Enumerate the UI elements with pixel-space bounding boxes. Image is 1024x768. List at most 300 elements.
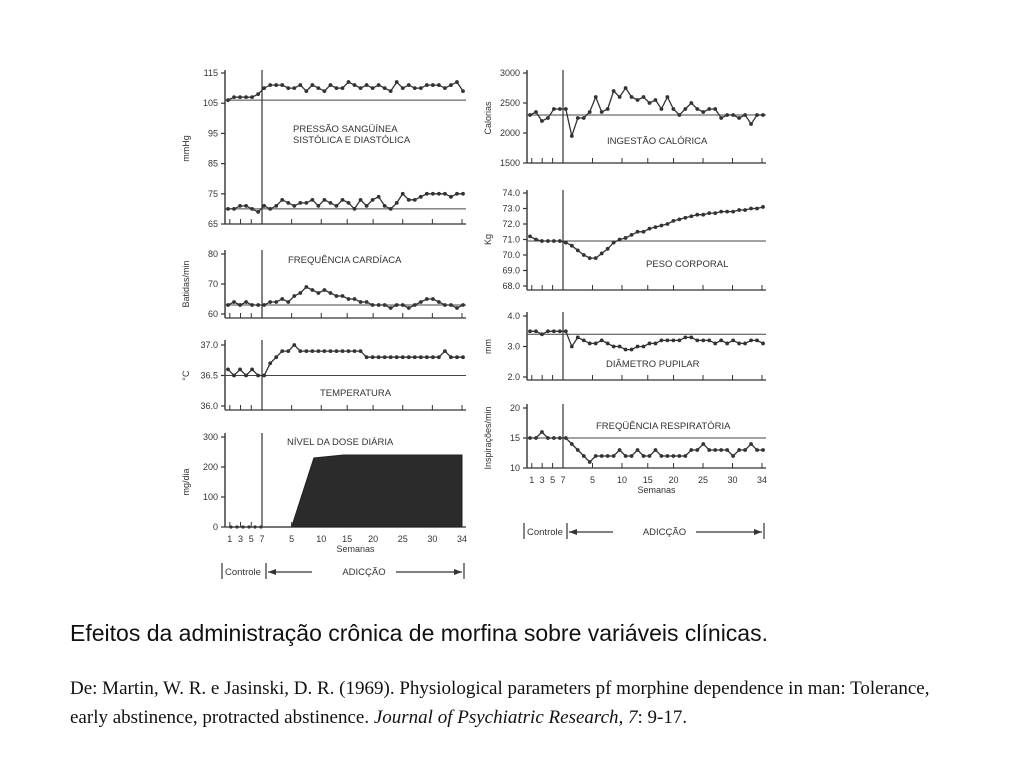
blood-pressure-data-point: [461, 192, 465, 196]
caloric-intake-data-point: [576, 116, 580, 120]
body-weight-data-point: [695, 213, 699, 217]
reference-journal: Journal of Psychiatric Research, 7: [373, 707, 638, 728]
temperature-data-point: [238, 368, 242, 372]
pupil-diameter-data-point: [731, 339, 735, 343]
temperature-data-point: [437, 355, 441, 359]
temperature-data-point: [341, 349, 345, 353]
daily-dose-y-label: mg/dia: [181, 468, 191, 496]
heart-rate-data-point: [226, 303, 230, 307]
pupil-diameter-data-point: [576, 335, 580, 339]
respiratory-rate-x-label: Semanas: [637, 485, 676, 495]
pupil-diameter-data-point: [701, 339, 705, 343]
pupil-diameter-data-point: [612, 345, 616, 349]
blood-pressure-data-point: [298, 201, 302, 205]
blood-pressure-data-point: [280, 198, 284, 202]
temperature-data-point: [413, 355, 417, 359]
temperature-data-point: [226, 368, 230, 372]
respiratory-rate-data-point: [528, 436, 532, 440]
blood-pressure-data-point: [341, 86, 345, 90]
temperature-data-point: [455, 355, 459, 359]
respiratory-rate-data-point: [600, 454, 604, 458]
respiratory-rate-x-tick-label: 10: [616, 475, 627, 485]
temperature-data-point: [316, 349, 320, 353]
blood-pressure-data-point: [304, 89, 308, 93]
blood-pressure-data-point: [232, 207, 236, 211]
blood-pressure-data-point: [353, 83, 357, 87]
body-weight-data-point: [570, 244, 574, 248]
pupil-diameter-data-point: [540, 332, 544, 336]
heart-rate-data-point: [365, 300, 369, 304]
respiratory-rate-data-point: [731, 454, 735, 458]
heart-rate-data-point: [316, 291, 320, 295]
body-weight-data-point: [677, 217, 681, 221]
blood-pressure-data-point: [455, 80, 459, 84]
respiratory-rate-x-tick-label: 30: [727, 475, 738, 485]
temperature-data-point: [244, 374, 248, 378]
pupil-diameter-data-point: [564, 329, 568, 333]
respiratory-rate-title: FREQÜÊNCIA RESPIRATÓRIA: [596, 421, 731, 432]
respiratory-rate-data-point: [588, 460, 592, 464]
blood-pressure-data-point: [371, 198, 375, 202]
respiratory-rate-data-point: [612, 454, 616, 458]
body-weight-data-point: [576, 248, 580, 252]
heart-rate-data-point: [419, 300, 423, 304]
dose-area: [230, 455, 462, 527]
respiratory-rate-data-point: [624, 454, 628, 458]
temperature-y-tick-label: 37.0: [200, 340, 218, 350]
caloric-intake-data-point: [624, 86, 628, 90]
respiratory-rate-data-point: [689, 448, 693, 452]
body-weight-data-point: [552, 239, 556, 243]
pupil-diameter-data-point: [570, 345, 574, 349]
respiratory-rate-data-point: [636, 448, 640, 452]
body-weight-title: PESO CORPORAL: [646, 259, 729, 270]
temperature-data-point: [461, 355, 465, 359]
blood-pressure-data-point: [250, 207, 254, 211]
caloric-intake-data-point: [725, 113, 729, 117]
blood-pressure-data-point: [359, 86, 363, 90]
pupil-diameter-data-point: [618, 345, 622, 349]
pupil-diameter-data-point: [546, 329, 550, 333]
daily-dose-x-tick-label: 25: [397, 534, 408, 544]
pupil-diameter-panel: [483, 311, 766, 382]
caloric-intake-data-point: [636, 98, 640, 102]
body-weight-data-point: [582, 253, 586, 257]
heart-rate-data-point: [347, 297, 351, 301]
body-weight-data-point: [755, 207, 759, 211]
heart-rate-data-point: [401, 303, 405, 307]
blood-pressure-data-point: [419, 86, 423, 90]
blood-pressure-data-point: [383, 204, 387, 208]
respiratory-rate-data-point: [761, 448, 765, 452]
pupil-diameter-data-point: [534, 329, 538, 333]
respiratory-rate-data-point: [552, 436, 556, 440]
caloric-intake-data-point: [683, 107, 687, 111]
temperature-y-tick-label: 36.0: [200, 401, 218, 411]
blood-pressure-data-point: [365, 83, 369, 87]
respiratory-rate-data-point: [695, 448, 699, 452]
blood-pressure-data-point: [395, 201, 399, 205]
blood-pressure-y-tick-label: 95: [207, 128, 218, 139]
temperature-data-point: [329, 349, 333, 353]
respiratory-rate-x-tick-label: 1: [529, 475, 535, 485]
caloric-intake-data-point: [654, 98, 658, 102]
pupil-diameter-data-point: [528, 329, 532, 333]
blood-pressure-data-point: [316, 86, 320, 90]
blood-pressure-data-point: [244, 204, 248, 208]
temperature-data-point: [407, 355, 411, 359]
respiratory-rate-timeline: [524, 523, 764, 539]
blood-pressure-data-point: [226, 207, 230, 211]
pupil-diameter-data-point: [725, 342, 729, 346]
reference-pages: : 9-17.: [637, 707, 688, 728]
respiratory-rate-x-tick-label: 20: [668, 475, 679, 485]
blood-pressure-data-point: [256, 210, 260, 214]
respiratory-rate-data-point: [743, 448, 747, 452]
pupil-diameter-data-point: [648, 342, 652, 346]
blood-pressure-data-point: [401, 86, 405, 90]
body-weight-y-tick-label: 72.0: [502, 219, 520, 229]
daily-dose-x-tick-label: 3: [238, 534, 244, 544]
pupil-diameter-title: DIÂMETRO PUPILAR: [606, 359, 700, 370]
blood-pressure-data-point: [407, 83, 411, 87]
blood-pressure-data-point: [461, 89, 465, 93]
daily-dose-y-tick-label: 300: [202, 432, 218, 442]
respiratory-rate-y-tick-label: 20: [509, 403, 520, 413]
caloric-intake-data-point: [534, 110, 538, 114]
blood-pressure-data-point: [425, 83, 429, 87]
blood-pressure-data-point: [407, 198, 411, 202]
heart-rate-data-point: [298, 291, 302, 295]
respiratory-rate-x-tick-label: 34: [756, 475, 768, 485]
caloric-intake-data-point: [594, 95, 598, 99]
body-weight-data-point: [618, 238, 622, 242]
dose-data-point: [235, 525, 238, 528]
heart-rate-data-point: [389, 306, 393, 310]
caloric-intake-title: INGESTÃO CALÓRICA: [607, 136, 708, 147]
temperature-y-tick-label: 36.5: [200, 370, 218, 381]
figure-caption: Efeitos da administração crônica de morfina sobre variáveis clínicas.: [70, 620, 768, 646]
blood-pressure-data-point: [316, 204, 320, 208]
pupil-diameter-data-point: [671, 339, 675, 343]
blood-pressure-title: SISTÓLICA E DIASTÓLICA: [293, 135, 411, 146]
blood-pressure-data-point: [389, 207, 393, 211]
respiratory-rate-data-point: [660, 454, 664, 458]
caloric-intake-data-point: [761, 113, 765, 117]
heart-rate-data-point: [244, 300, 248, 304]
heart-rate-data-point: [335, 294, 339, 298]
respiratory-rate-y-label: Inspirações/min: [483, 406, 493, 470]
body-weight-data-point: [624, 236, 628, 240]
body-weight-data-point: [725, 210, 729, 214]
heart-rate-data-point: [413, 303, 417, 307]
body-weight-data-point: [701, 213, 705, 217]
caloric-intake-data-point: [540, 119, 544, 123]
caloric-intake-data-point: [564, 107, 568, 111]
respiratory-rate-data-point: [582, 454, 586, 458]
respiratory-rate-data-point: [701, 442, 705, 446]
body-weight-data-point: [648, 227, 652, 231]
caloric-intake-data-point: [677, 113, 681, 117]
blood-pressure-data-point: [347, 201, 351, 205]
daily-dose-timeline: [222, 563, 464, 579]
respiratory-rate-data-point: [570, 442, 574, 446]
timeline-control-label: Controle: [225, 567, 261, 578]
caloric-intake-data-point: [749, 122, 753, 126]
pupil-diameter-data-point: [743, 342, 747, 346]
respiratory-rate-x-tick-label: 3: [539, 475, 545, 485]
daily-dose-x-tick-label: 5: [289, 534, 295, 544]
body-weight-data-point: [558, 239, 562, 243]
heart-rate-data-point: [232, 300, 236, 304]
heart-rate-data-point: [425, 297, 429, 301]
blood-pressure-data-point: [250, 95, 254, 99]
blood-pressure-data-point: [274, 204, 278, 208]
pupil-diameter-data-point: [737, 342, 741, 346]
daily-dose-x-tick-label: 15: [342, 534, 353, 544]
body-weight-data-point: [707, 211, 711, 215]
blood-pressure-data-point: [437, 83, 441, 87]
blood-pressure-data-point: [292, 86, 296, 90]
temperature-data-point: [323, 349, 327, 353]
caloric-intake-data-point: [618, 95, 622, 99]
respiratory-rate-y-tick-label: 10: [509, 463, 520, 473]
daily-dose-x-tick-label: 10: [316, 534, 327, 544]
body-weight-data-point: [612, 241, 616, 245]
body-weight-data-point: [588, 256, 592, 260]
body-weight-data-point: [540, 239, 544, 243]
heart-rate-data-point: [262, 303, 266, 307]
pupil-diameter-data-point: [582, 339, 586, 343]
body-weight-data-point: [564, 241, 568, 245]
caloric-intake-data-point: [666, 95, 670, 99]
blood-pressure-data-point: [455, 192, 459, 196]
timeline-addiction-label: ADICÇÃO: [642, 527, 687, 538]
caloric-intake-data-point: [570, 134, 574, 138]
dose-data-point: [253, 525, 256, 528]
temperature-data-point: [449, 355, 453, 359]
timeline-control-label: Controle: [527, 527, 563, 538]
blood-pressure-data-point: [359, 198, 363, 202]
temperature-data-point: [353, 349, 357, 353]
body-weight-data-point: [660, 224, 664, 228]
blood-pressure-data-point: [298, 83, 302, 87]
body-weight-data-point: [546, 239, 550, 243]
temperature-data-point: [232, 374, 236, 378]
heart-rate-data-point: [256, 303, 260, 307]
body-weight-data-point: [731, 210, 735, 214]
respiratory-rate-data-point: [677, 454, 681, 458]
heart-rate-data-point: [461, 303, 465, 307]
blood-pressure-data-point: [292, 204, 296, 208]
dose-data-point: [241, 525, 244, 528]
blood-pressure-data-point: [304, 201, 308, 205]
temperature-data-point: [347, 349, 351, 353]
heart-rate-data-point: [341, 294, 345, 298]
blood-pressure-data-point: [377, 195, 381, 199]
temperature-data-point: [335, 349, 339, 353]
blood-pressure-data-point: [232, 95, 236, 99]
heart-rate-title: FREQUÊNCIA CARDÍACA: [288, 255, 402, 266]
daily-dose-x-tick-label: 7: [259, 534, 265, 544]
daily-dose-panel: [181, 432, 467, 579]
body-weight-data-point: [761, 205, 765, 209]
caloric-intake-data-point: [558, 107, 562, 111]
body-weight-data-point: [689, 214, 693, 218]
pupil-diameter-data-point: [558, 329, 562, 333]
blood-pressure-data-point: [274, 83, 278, 87]
caloric-intake-data-point: [755, 113, 759, 117]
respiratory-rate-data-point: [737, 448, 741, 452]
caloric-intake-data-point: [660, 107, 664, 111]
heart-rate-data-point: [359, 300, 363, 304]
temperature-data-point: [431, 355, 435, 359]
heart-rate-data-point: [286, 300, 290, 304]
pupil-diameter-data-point: [761, 342, 765, 346]
timeline-arrowhead-left: [268, 569, 276, 575]
respiratory-rate-data-point: [654, 448, 658, 452]
temperature-data-point: [419, 355, 423, 359]
blood-pressure-data-point: [443, 86, 447, 90]
blood-pressure-data-point: [262, 204, 266, 208]
heart-rate-data-point: [274, 300, 278, 304]
heart-rate-data-point: [329, 291, 333, 295]
heart-rate-data-point: [353, 297, 357, 301]
figure-reference: [70, 674, 970, 732]
body-weight-data-point: [630, 233, 634, 237]
blood-pressure-data-point: [286, 86, 290, 90]
body-weight-data-point: [600, 252, 604, 256]
heart-rate-data-point: [377, 303, 381, 307]
pupil-diameter-data-point: [707, 339, 711, 343]
respiratory-rate-x-tick-label: 15: [642, 475, 653, 485]
caloric-intake-data-point: [689, 101, 693, 105]
caloric-intake-y-tick-label: 2000: [499, 128, 520, 138]
temperature-data-point: [274, 355, 278, 359]
temperature-data-point: [310, 349, 314, 353]
blood-pressure-data-point: [341, 198, 345, 202]
heart-rate-data-point: [455, 306, 459, 310]
blood-pressure-data-point: [437, 192, 441, 196]
temperature-data-point: [359, 349, 363, 353]
blood-pressure-data-point: [310, 83, 314, 87]
body-weight-data-point: [737, 208, 741, 212]
respiratory-rate-data-point: [576, 448, 580, 452]
temperature-data-point: [371, 355, 375, 359]
daily-dose-x-label: Semanas: [336, 544, 375, 554]
caloric-intake-data-point: [606, 107, 610, 111]
respiratory-rate-data-point: [671, 454, 675, 458]
daily-dose-x-tick-label: 1: [227, 534, 233, 544]
heart-rate-data-point: [304, 285, 308, 289]
heart-rate-y-tick-label: 70: [207, 279, 218, 289]
temperature-data-point: [395, 355, 399, 359]
pupil-diameter-y-tick-label: 3.0: [507, 341, 520, 352]
respiratory-rate-data-point: [666, 454, 670, 458]
body-weight-data-point: [743, 208, 747, 212]
temperature-series-line: [228, 345, 463, 376]
pupil-diameter-data-point: [719, 339, 723, 343]
temperature-data-point: [298, 349, 302, 353]
temperature-data-point: [292, 343, 296, 347]
respiratory-rate-data-point: [707, 448, 711, 452]
caloric-intake-data-point: [642, 95, 646, 99]
blood-pressure-data-point: [413, 86, 417, 90]
blood-pressure-data-point: [371, 86, 375, 90]
blood-pressure-title: PRESSÃO SANGÜÍNEA: [293, 124, 398, 135]
caloric-intake-data-point: [743, 113, 747, 117]
body-weight-data-point: [683, 216, 687, 220]
respiratory-rate-data-point: [564, 436, 568, 440]
body-weight-series-line: [530, 207, 763, 258]
respiratory-rate-y-tick-label: 15: [509, 433, 520, 443]
pupil-diameter-y-label: mm: [483, 339, 493, 354]
body-weight-y-tick-label: 73.0: [502, 203, 520, 214]
caloric-intake-y-tick-label: 1500: [499, 158, 520, 168]
pupil-diameter-data-point: [755, 339, 759, 343]
heart-rate-data-point: [280, 297, 284, 301]
temperature-data-point: [401, 355, 405, 359]
heart-rate-y-tick-label: 80: [207, 249, 218, 259]
respiratory-rate-data-point: [749, 442, 753, 446]
blood-pressure-data-point: [286, 201, 290, 205]
caloric-intake-data-point: [695, 107, 699, 111]
respiratory-rate-data-point: [606, 454, 610, 458]
temperature-data-point: [286, 349, 290, 353]
blood-pressure-data-point: [383, 86, 387, 90]
respiratory-rate-data-point: [546, 436, 550, 440]
blood-pressure-data-point: [425, 192, 429, 196]
temperature-data-point: [365, 355, 369, 359]
temperature-data-point: [256, 374, 260, 378]
respiratory-rate-data-point: [558, 436, 562, 440]
caloric-intake-data-point: [713, 107, 717, 111]
body-weight-y-tick-label: 68.0: [502, 281, 520, 291]
blood-pressure-data-point: [226, 98, 230, 102]
daily-dose-title: NÍVEL DA DOSE DIÁRIA: [287, 437, 394, 448]
pupil-diameter-data-point: [677, 339, 681, 343]
respiratory-rate-x-tick-label: 7: [560, 475, 566, 485]
heart-rate-data-point: [449, 303, 453, 307]
blood-pressure-data-point: [443, 192, 447, 196]
reference-text: De: Martin, W. R. e Jasinski, D. R. (1969). Physiological parameters pf morphine dependence in man: Tolerance, early abstinence, protracted abstinence.: [70, 678, 930, 728]
timeline-arrowhead-left: [569, 529, 577, 535]
body-weight-y-label: Kg: [483, 233, 493, 246]
pupil-diameter-data-point: [624, 348, 628, 352]
pupil-diameter-data-point: [636, 345, 640, 349]
pupil-diameter-data-point: [642, 345, 646, 349]
blood-pressure-data-point: [335, 204, 339, 208]
daily-dose-y-tick-label: 100: [202, 492, 218, 502]
respiratory-rate-x-tick-label: 25: [698, 475, 709, 485]
caloric-intake-data-point: [630, 95, 634, 99]
blood-pressure-data-point: [256, 92, 260, 96]
blood-pressure-data-point: [262, 86, 266, 90]
pupil-diameter-data-point: [666, 339, 670, 343]
caloric-intake-data-point: [582, 116, 586, 120]
pupil-diameter-data-point: [588, 342, 592, 346]
heart-rate-data-point: [310, 288, 314, 292]
blood-pressure-data-point: [268, 83, 272, 87]
body-weight-data-point: [642, 230, 646, 234]
caloric-intake-y-label: Calorias: [483, 101, 493, 135]
daily-dose-x-tick-label: 30: [427, 534, 438, 544]
blood-pressure-data-point: [238, 95, 242, 99]
blood-pressure-panel: [181, 68, 466, 229]
blood-pressure-y-label: mmHg: [181, 135, 191, 162]
pupil-diameter-data-point: [594, 342, 598, 346]
heart-rate-data-point: [407, 306, 411, 310]
